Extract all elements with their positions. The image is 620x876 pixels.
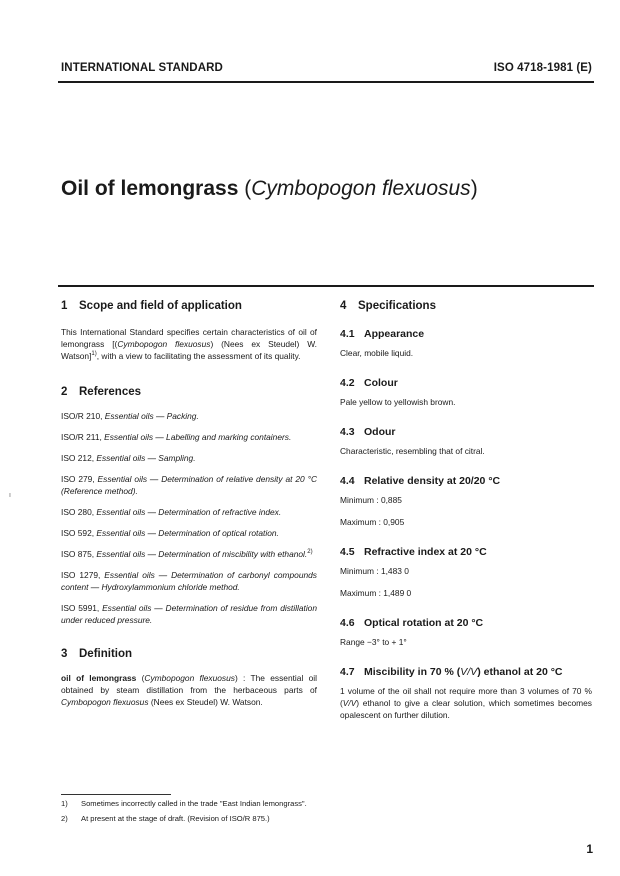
reference-title: Essential oils — Determination of relative density at 20 °C (Reference method). bbox=[61, 474, 317, 496]
document-title bbox=[61, 177, 478, 201]
subsection-title: Miscibility in 70 % ( bbox=[364, 666, 461, 678]
subsection-heading bbox=[340, 328, 592, 340]
subsection-number: 4.2 bbox=[340, 377, 355, 389]
reference-code: ISO 212, bbox=[61, 453, 97, 463]
density-min: Minimum : 0,885 bbox=[340, 495, 402, 505]
reference-item bbox=[61, 548, 317, 560]
subsection-number: 4.7 bbox=[340, 666, 355, 678]
footnote-2 bbox=[61, 814, 270, 823]
reference-title: Essential oils — Labelling and marking containers. bbox=[104, 432, 292, 442]
reference-code: ISO 279, bbox=[61, 474, 98, 484]
footnote-ref: 2) bbox=[307, 549, 313, 556]
section-title: References bbox=[79, 386, 142, 398]
refractive-max: Maximum : 1,489 0 bbox=[340, 588, 412, 598]
section-title: Definition bbox=[79, 648, 133, 660]
subsection-number: 4.3 bbox=[340, 426, 355, 438]
section-heading bbox=[61, 648, 317, 660]
reference-code: ISO 592, bbox=[61, 528, 97, 538]
text: , with a view to facilitating the assessment of its quality. bbox=[96, 351, 301, 361]
section-number: 4 bbox=[340, 300, 347, 312]
subsection-title: Colour bbox=[364, 377, 398, 389]
text-italic: V/V bbox=[342, 698, 357, 708]
title-main: Oil of lemongrass bbox=[61, 177, 239, 200]
footnote-rule bbox=[61, 794, 171, 795]
title-open-paren: ( bbox=[244, 177, 252, 200]
colour-text: Pale yellow to yellowish brown. bbox=[340, 397, 456, 407]
reference-title: Essential oils — Determination of carbonyl compounds content — Hydroxylammonium chloride method. bbox=[61, 570, 317, 592]
definition-paragraph bbox=[61, 672, 317, 708]
footnote-text: At present at the stage of draft. (Revision of ISO/R 875.) bbox=[81, 814, 270, 823]
reference-title: Essential oils — Determination of optical rotation. bbox=[96, 528, 279, 538]
title-rule bbox=[58, 285, 594, 287]
reference-item bbox=[61, 506, 317, 518]
reference-code: ISO 280, bbox=[61, 507, 97, 517]
text-italic: Cymbopogon flexuosus bbox=[144, 673, 235, 683]
subsection-heading bbox=[340, 475, 592, 487]
subsection-number: 4.1 bbox=[340, 328, 355, 340]
reference-code: ISO/R 211, bbox=[61, 432, 105, 442]
scope-paragraph bbox=[61, 326, 317, 362]
reference-code: ISO 1279, bbox=[61, 570, 105, 580]
footnote-number: 2) bbox=[61, 814, 68, 823]
section-number: 1 bbox=[61, 300, 68, 312]
section-definition bbox=[61, 648, 317, 708]
odour-text: Characteristic, resembling that of citral. bbox=[340, 446, 485, 456]
section-number: 2 bbox=[61, 386, 68, 398]
subsection-title: ) ethanol at 20 °C bbox=[477, 666, 563, 678]
section-references bbox=[61, 386, 317, 626]
header-standard-label: INTERNATIONAL STANDARD bbox=[61, 62, 223, 74]
text: ) (Nees ex Steudel) W. Watson] bbox=[61, 339, 318, 361]
subsection-title: Appearance bbox=[364, 328, 425, 340]
section-title: Specifications bbox=[358, 300, 436, 312]
refractive-min: Minimum : 1,483 0 bbox=[340, 566, 409, 576]
text: (Nees ex Steudel) W. Watson. bbox=[148, 697, 263, 707]
title-close-paren: ) bbox=[470, 177, 478, 200]
subsection-title: Optical rotation at 20 °C bbox=[364, 617, 484, 629]
reference-code: ISO 5991, bbox=[61, 603, 103, 613]
subsection-heading bbox=[340, 377, 592, 389]
density-max: Maximum : 0,905 bbox=[340, 517, 405, 527]
section-number: 3 bbox=[61, 648, 68, 660]
text: ) : The essential oil obtained by steam distillation from the herbaceous parts of bbox=[61, 673, 318, 695]
section-heading-specifications bbox=[340, 300, 592, 312]
subsection-heading bbox=[340, 666, 592, 678]
right-column bbox=[340, 300, 592, 721]
margin-mark: ı bbox=[9, 492, 11, 499]
reference-title: Essential oils — Determination of refractive index. bbox=[96, 507, 282, 517]
section-heading bbox=[61, 386, 317, 398]
footnote-text: Sometimes incorrectly called in the trade "East Indian lemongrass". bbox=[81, 799, 307, 808]
text-italic: Cymbopogon flexuosus bbox=[61, 697, 149, 707]
footnote-ref: 1) bbox=[91, 351, 97, 358]
subsection-number: 4.6 bbox=[340, 617, 355, 629]
reference-code: ISO/R 210, bbox=[61, 411, 105, 421]
title-scientific-name: Cymbopogon flexuosus bbox=[251, 177, 471, 200]
appearance-text: Clear, mobile liquid. bbox=[340, 348, 414, 358]
reference-item bbox=[61, 527, 317, 539]
reference-item bbox=[61, 410, 317, 422]
footnote-number: 1) bbox=[61, 799, 68, 808]
section-heading bbox=[61, 300, 317, 312]
reference-title: Essential oils — Determination of miscibility with ethanol. bbox=[96, 549, 308, 559]
page-number: 1 bbox=[586, 842, 593, 856]
text: ( bbox=[136, 673, 145, 683]
header-rule bbox=[58, 81, 594, 83]
defined-term: oil of lemongrass bbox=[61, 673, 137, 683]
section-title: Scope and field of application bbox=[79, 300, 242, 312]
subsection-title: Odour bbox=[364, 426, 396, 438]
reference-title: Essential oils — Packing. bbox=[104, 411, 199, 421]
reference-item bbox=[61, 431, 317, 443]
reference-code: ISO 875, bbox=[61, 549, 97, 559]
miscibility-text bbox=[340, 685, 592, 721]
text-italic: Cymbopogon flexuosus bbox=[117, 339, 211, 349]
subsection-heading bbox=[340, 546, 592, 558]
subsection-title-italic: V/V bbox=[460, 666, 478, 678]
footnote-1 bbox=[61, 799, 307, 808]
reference-item bbox=[61, 452, 317, 464]
rotation-range: Range −3° to + 1° bbox=[340, 637, 407, 647]
subsection-title: Relative density at 20/20 °C bbox=[364, 475, 501, 487]
text: This International Standard specifies certain characteristics of oil of lemongrass [( bbox=[61, 327, 317, 349]
header-standard-number: ISO 4718-1981 (E) bbox=[493, 62, 592, 74]
subsection-title: Refractive index at 20 °C bbox=[364, 546, 487, 558]
reference-item bbox=[61, 473, 317, 497]
subsection-number: 4.4 bbox=[340, 475, 355, 487]
section-scope bbox=[61, 300, 317, 362]
subsection-heading bbox=[340, 426, 592, 438]
reference-item bbox=[61, 602, 317, 626]
text: 1 volume of the oil shall not require more than 3 volumes of 70 % ( bbox=[340, 686, 592, 708]
reference-item bbox=[61, 569, 317, 593]
reference-title: Essential oils — Sampling. bbox=[96, 453, 196, 463]
text: ) ethanol to give a clear solution, which sometimes becomes opalescent on further dilution. bbox=[340, 698, 592, 720]
reference-title: Essential oils — Determination of residue from distillation under reduced pressure. bbox=[61, 603, 318, 625]
subsection-number: 4.5 bbox=[340, 546, 355, 558]
subsection-heading bbox=[340, 617, 592, 629]
left-column bbox=[61, 300, 317, 708]
